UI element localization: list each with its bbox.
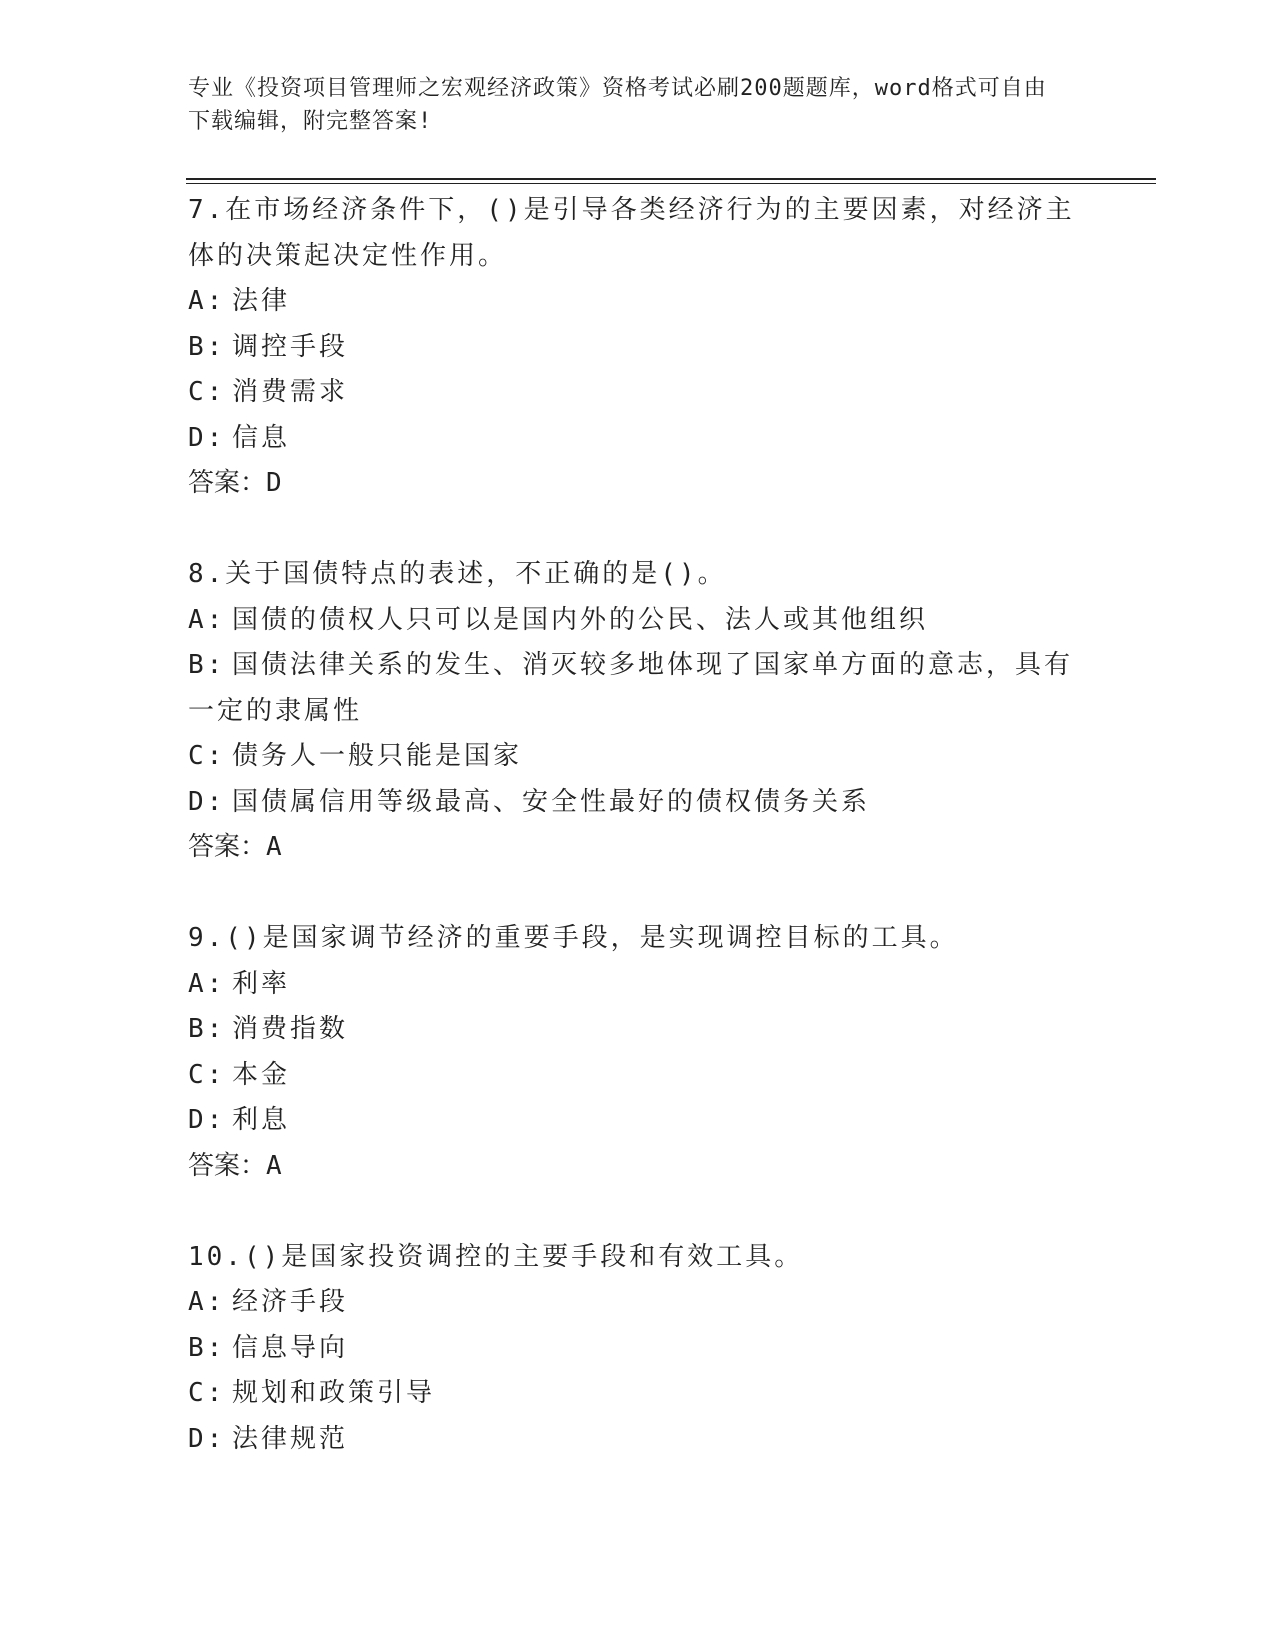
option-letter: A: — [188, 286, 226, 316]
option-letter: C: — [188, 1378, 226, 1408]
question-stem: 10.()是国家投资调控的主要手段和有效工具。 — [188, 1241, 804, 1272]
document-header: 专业《投资项目管理师之宏观经济政策》资格考试必刷200题题库，word格式可自由下载编辑，附完整答案! — [188, 76, 1047, 134]
option-c — [188, 1053, 1088, 1099]
option-letter: C: — [188, 741, 226, 771]
option-letter: C: — [188, 1059, 226, 1090]
option-text: 消费需求 — [232, 377, 349, 407]
option-c — [188, 370, 1088, 416]
answer-line — [188, 461, 1088, 507]
option-d — [188, 1417, 1088, 1463]
option-text: 债务人一般只能是国家 — [232, 741, 523, 771]
option-letter: B: — [188, 331, 226, 362]
option-b — [188, 643, 1088, 734]
answer-line — [188, 1144, 1088, 1190]
option-b — [188, 325, 1088, 371]
option-text: 法律规范 — [232, 1423, 349, 1454]
answer-label: 答案： — [188, 468, 267, 498]
option-a — [188, 279, 1088, 325]
question-stem: 8.关于国债特点的表述，不正确的是()。 — [188, 559, 727, 589]
option-letter: A: — [188, 968, 226, 999]
option-text: 国债属信用等级最高、安全性最好的债权债务关系 — [232, 786, 871, 817]
header-divider-thick — [186, 178, 1156, 180]
option-text: 法律 — [232, 286, 291, 316]
option-letter: A: — [188, 1287, 226, 1317]
answer-label: 答案： — [188, 832, 267, 862]
option-text: 本金 — [232, 1059, 291, 1090]
option-c — [188, 734, 1088, 780]
option-c — [188, 1371, 1088, 1417]
option-text: 国债的债权人只可以是国内外的公民、法人或其他组织 — [232, 604, 929, 635]
question-10 — [188, 1235, 1088, 1463]
option-text: 消费指数 — [232, 1014, 349, 1044]
option-letter: D: — [188, 1423, 226, 1454]
question-stem: 7.在市场经济条件下，()是引导各类经济行为的主要因素，对经济主体的决策起决定性作用。 — [188, 195, 1075, 271]
option-a — [188, 962, 1088, 1008]
option-letter: D: — [188, 1105, 226, 1135]
option-text: 经济手段 — [232, 1287, 349, 1317]
question-8 — [188, 552, 1088, 871]
option-a — [188, 598, 1088, 644]
question-7 — [188, 188, 1088, 507]
option-d — [188, 416, 1088, 462]
option-d — [188, 780, 1088, 826]
option-letter: B: — [188, 650, 226, 680]
option-text: 规划和政策引导 — [232, 1378, 436, 1408]
answer-label: 答案： — [188, 1150, 267, 1181]
answer-value: D — [266, 468, 285, 498]
option-text: 信息导向 — [232, 1332, 349, 1363]
option-letter: D: — [188, 422, 226, 453]
option-text: 信息 — [232, 422, 291, 453]
answer-line — [188, 825, 1088, 871]
answer-value: A — [266, 1150, 285, 1181]
option-letter: D: — [188, 786, 226, 817]
option-text: 利率 — [232, 968, 291, 999]
option-a — [188, 1280, 1088, 1326]
option-text: 国债法律关系的发生、消灭较多地体现了国家单方面的意志，具有一定的隶属性 — [188, 650, 1074, 726]
option-text: 调控手段 — [232, 331, 349, 362]
question-list — [188, 188, 1088, 1508]
question-stem: 9.()是国家调节经济的重要手段，是实现调控目标的工具。 — [188, 923, 959, 953]
question-9 — [188, 916, 1088, 1189]
option-letter: B: — [188, 1014, 226, 1044]
header-divider-thin — [186, 183, 1156, 184]
option-letter: A: — [188, 604, 226, 635]
option-b — [188, 1326, 1088, 1372]
option-letter: C: — [188, 377, 226, 407]
answer-value: A — [266, 832, 285, 862]
option-letter: B: — [188, 1332, 226, 1363]
option-text: 利息 — [232, 1105, 291, 1135]
option-b — [188, 1007, 1088, 1053]
option-d — [188, 1098, 1088, 1144]
